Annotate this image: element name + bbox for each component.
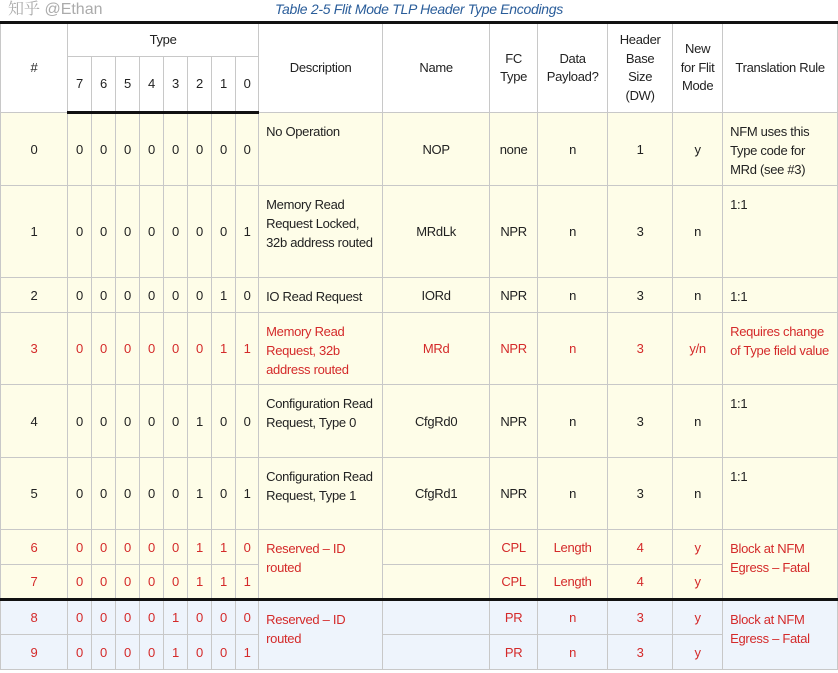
fc-type-cell: none bbox=[490, 113, 538, 186]
type-bit-1: 1 bbox=[212, 313, 236, 385]
type-bit-0: 1 bbox=[236, 186, 259, 278]
type-bit-3: 1 bbox=[164, 600, 188, 635]
header-bit-2: 2 bbox=[188, 57, 212, 113]
type-bit-7: 0 bbox=[68, 113, 92, 186]
type-bit-4: 0 bbox=[140, 565, 164, 600]
type-bit-6: 0 bbox=[92, 600, 116, 635]
type-bit-5: 0 bbox=[116, 458, 140, 530]
type-bit-1: 0 bbox=[212, 458, 236, 530]
type-bit-2: 0 bbox=[188, 600, 212, 635]
data-payload-cell: Length bbox=[538, 530, 608, 565]
type-bit-3: 0 bbox=[164, 565, 188, 600]
name-cell bbox=[383, 530, 490, 565]
fc-type-cell: NPR bbox=[490, 278, 538, 313]
row-number: 7 bbox=[1, 565, 68, 600]
table-row bbox=[1, 113, 838, 186]
table-caption: Table 2-5 Flit Mode TLP Header Type Encodings bbox=[275, 1, 563, 17]
row-number: 1 bbox=[1, 186, 68, 278]
fc-type-cell: CPL bbox=[490, 565, 538, 600]
new-for-flit-cell: n bbox=[673, 385, 723, 458]
header-fc-type: FC Type bbox=[490, 23, 538, 113]
header-size-cell: 3 bbox=[608, 385, 673, 458]
fc-type-cell: CPL bbox=[490, 530, 538, 565]
header-base-size: Header Base Size (DW) bbox=[608, 23, 673, 113]
header-size-cell: 1 bbox=[608, 113, 673, 186]
header-size-cell: 3 bbox=[608, 458, 673, 530]
tlp-header-type-table bbox=[0, 21, 838, 670]
fc-type-cell: NPR bbox=[490, 186, 538, 278]
data-payload-cell: n bbox=[538, 600, 608, 635]
type-bit-2: 0 bbox=[188, 278, 212, 313]
type-bit-0: 1 bbox=[236, 635, 259, 670]
header-bit-6: 6 bbox=[92, 57, 116, 113]
data-payload-cell: n bbox=[538, 458, 608, 530]
translation-rule-cell: 1:1 bbox=[723, 186, 838, 278]
description-cell: Reserved – ID routed bbox=[259, 530, 383, 600]
type-bit-6: 0 bbox=[92, 385, 116, 458]
description-cell: Memory Read Request Locked, 32b address routed bbox=[259, 186, 383, 278]
type-bit-2: 0 bbox=[188, 186, 212, 278]
header-name: Name bbox=[383, 23, 490, 113]
type-bit-1: 0 bbox=[212, 635, 236, 670]
translation-rule-cell: 1:1 bbox=[723, 278, 838, 313]
description-cell: Configuration Read Request, Type 1 bbox=[259, 458, 383, 530]
data-payload-cell: n bbox=[538, 635, 608, 670]
new-for-flit-cell: y/n bbox=[673, 313, 723, 385]
type-bit-3: 0 bbox=[164, 186, 188, 278]
type-bit-4: 0 bbox=[140, 385, 164, 458]
fc-type-cell: NPR bbox=[490, 458, 538, 530]
type-bit-7: 0 bbox=[68, 458, 92, 530]
new-for-flit-cell: n bbox=[673, 278, 723, 313]
header-bit-5: 5 bbox=[116, 57, 140, 113]
type-bit-3: 0 bbox=[164, 313, 188, 385]
type-bit-1: 0 bbox=[212, 186, 236, 278]
type-bit-0: 0 bbox=[236, 113, 259, 186]
name-cell: MRd bbox=[383, 313, 490, 385]
type-bit-6: 0 bbox=[92, 565, 116, 600]
name-cell: MRdLk bbox=[383, 186, 490, 278]
fc-type-cell: PR bbox=[490, 600, 538, 635]
type-bit-6: 0 bbox=[92, 278, 116, 313]
table-row bbox=[1, 278, 838, 313]
header-size-cell: 3 bbox=[608, 278, 673, 313]
type-bit-7: 0 bbox=[68, 186, 92, 278]
new-for-flit-cell: n bbox=[673, 186, 723, 278]
header-data-payload: Data Payload? bbox=[538, 23, 608, 113]
type-bit-2: 0 bbox=[188, 635, 212, 670]
row-number: 5 bbox=[1, 458, 68, 530]
type-bit-7: 0 bbox=[68, 600, 92, 635]
header-bit-4: 4 bbox=[140, 57, 164, 113]
name-cell: CfgRd1 bbox=[383, 458, 490, 530]
table-row bbox=[1, 186, 838, 278]
type-bit-1: 0 bbox=[212, 113, 236, 186]
type-bit-5: 0 bbox=[116, 530, 140, 565]
type-bit-7: 0 bbox=[68, 635, 92, 670]
data-payload-cell: n bbox=[538, 186, 608, 278]
type-bit-3: 1 bbox=[164, 635, 188, 670]
data-payload-cell: n bbox=[538, 278, 608, 313]
description-cell: Configuration Read Request, Type 0 bbox=[259, 385, 383, 458]
type-bit-6: 0 bbox=[92, 113, 116, 186]
description-cell: No Operation bbox=[259, 113, 383, 186]
type-bit-4: 0 bbox=[140, 458, 164, 530]
type-bit-7: 0 bbox=[68, 565, 92, 600]
type-bit-3: 0 bbox=[164, 113, 188, 186]
type-bit-4: 0 bbox=[140, 278, 164, 313]
type-bit-6: 0 bbox=[92, 458, 116, 530]
type-bit-5: 0 bbox=[116, 565, 140, 600]
fc-type-cell: NPR bbox=[490, 313, 538, 385]
translation-rule-cell: Block at NFM Egress – Fatal bbox=[723, 530, 838, 600]
type-bit-0: 1 bbox=[236, 458, 259, 530]
type-bit-4: 0 bbox=[140, 600, 164, 635]
fc-type-cell: NPR bbox=[490, 385, 538, 458]
type-bit-4: 0 bbox=[140, 313, 164, 385]
row-number: 6 bbox=[1, 530, 68, 565]
name-cell bbox=[383, 565, 490, 600]
type-bit-3: 0 bbox=[164, 530, 188, 565]
header-bit-7: 7 bbox=[68, 57, 92, 113]
header-type: Type bbox=[68, 23, 259, 57]
row-number: 8 bbox=[1, 600, 68, 635]
table-row bbox=[1, 385, 838, 458]
table-row bbox=[1, 600, 838, 635]
type-bit-1: 1 bbox=[212, 565, 236, 600]
type-bit-6: 0 bbox=[92, 530, 116, 565]
type-bit-7: 0 bbox=[68, 530, 92, 565]
type-bit-0: 0 bbox=[236, 530, 259, 565]
type-bit-4: 0 bbox=[140, 113, 164, 186]
new-for-flit-cell: n bbox=[673, 458, 723, 530]
type-bit-5: 0 bbox=[116, 186, 140, 278]
description-cell: Memory Read Request, 32b address routed bbox=[259, 313, 383, 385]
name-cell bbox=[383, 600, 490, 635]
type-bit-3: 0 bbox=[164, 385, 188, 458]
name-cell bbox=[383, 635, 490, 670]
data-payload-cell: n bbox=[538, 385, 608, 458]
translation-rule-cell: Block at NFM Egress – Fatal bbox=[723, 600, 838, 670]
data-payload-cell: Length bbox=[538, 565, 608, 600]
type-bit-0: 1 bbox=[236, 565, 259, 600]
data-payload-cell: n bbox=[538, 113, 608, 186]
type-bit-3: 0 bbox=[164, 458, 188, 530]
type-bit-5: 0 bbox=[116, 313, 140, 385]
type-bit-2: 1 bbox=[188, 385, 212, 458]
header-bit-1: 1 bbox=[212, 57, 236, 113]
type-bit-4: 0 bbox=[140, 530, 164, 565]
type-bit-7: 0 bbox=[68, 385, 92, 458]
type-bit-5: 0 bbox=[116, 385, 140, 458]
type-bit-1: 1 bbox=[212, 278, 236, 313]
row-number: 3 bbox=[1, 313, 68, 385]
type-bit-5: 0 bbox=[116, 278, 140, 313]
type-bit-1: 1 bbox=[212, 530, 236, 565]
type-bit-7: 0 bbox=[68, 313, 92, 385]
description-cell: IO Read Request bbox=[259, 278, 383, 313]
type-bit-2: 0 bbox=[188, 313, 212, 385]
header-size-cell: 3 bbox=[608, 600, 673, 635]
type-bit-5: 0 bbox=[116, 113, 140, 186]
type-bit-7: 0 bbox=[68, 278, 92, 313]
translation-rule-cell: NFM uses this Type code for MRd (see #3) bbox=[723, 113, 838, 186]
header-size-cell: 4 bbox=[608, 530, 673, 565]
watermark: 知乎 @Ethan bbox=[8, 1, 103, 18]
header-bit-0: 0 bbox=[236, 57, 259, 113]
new-for-flit-cell: y bbox=[673, 565, 723, 600]
type-bit-6: 0 bbox=[92, 635, 116, 670]
table-row bbox=[1, 530, 838, 565]
header-size-cell: 3 bbox=[608, 635, 673, 670]
new-for-flit-cell: y bbox=[673, 600, 723, 635]
type-bit-1: 0 bbox=[212, 385, 236, 458]
name-cell: NOP bbox=[383, 113, 490, 186]
header-size-cell: 3 bbox=[608, 186, 673, 278]
header-description: Description bbox=[259, 23, 383, 113]
translation-rule-cell: 1:1 bbox=[723, 458, 838, 530]
type-bit-0: 1 bbox=[236, 313, 259, 385]
type-bit-0: 0 bbox=[236, 385, 259, 458]
new-for-flit-cell: y bbox=[673, 113, 723, 186]
type-bit-2: 0 bbox=[188, 113, 212, 186]
fc-type-cell: PR bbox=[490, 635, 538, 670]
table-row bbox=[1, 458, 838, 530]
new-for-flit-cell: y bbox=[673, 635, 723, 670]
translation-rule-cell: Requires change of Type field value bbox=[723, 313, 838, 385]
type-bit-6: 0 bbox=[92, 313, 116, 385]
type-bit-0: 0 bbox=[236, 600, 259, 635]
header-size-cell: 3 bbox=[608, 313, 673, 385]
header-size-cell: 4 bbox=[608, 565, 673, 600]
type-bit-1: 0 bbox=[212, 600, 236, 635]
type-bit-4: 0 bbox=[140, 635, 164, 670]
header-new-for-flit: New for Flit Mode bbox=[673, 23, 723, 113]
description-cell: Reserved – ID routed bbox=[259, 600, 383, 670]
table-row bbox=[1, 635, 838, 670]
header-num: # bbox=[1, 23, 68, 113]
header-translation-rule: Translation Rule bbox=[723, 23, 838, 113]
type-bit-3: 0 bbox=[164, 278, 188, 313]
data-payload-cell: n bbox=[538, 313, 608, 385]
table-row bbox=[1, 313, 838, 385]
type-bit-0: 0 bbox=[236, 278, 259, 313]
type-bit-2: 1 bbox=[188, 458, 212, 530]
type-bit-2: 1 bbox=[188, 565, 212, 600]
header-bit-3: 3 bbox=[164, 57, 188, 113]
translation-rule-cell: 1:1 bbox=[723, 385, 838, 458]
name-cell: CfgRd0 bbox=[383, 385, 490, 458]
type-bit-5: 0 bbox=[116, 600, 140, 635]
row-number: 9 bbox=[1, 635, 68, 670]
type-bit-2: 1 bbox=[188, 530, 212, 565]
type-bit-5: 0 bbox=[116, 635, 140, 670]
row-number: 2 bbox=[1, 278, 68, 313]
row-number: 4 bbox=[1, 385, 68, 458]
name-cell: IORd bbox=[383, 278, 490, 313]
row-number: 0 bbox=[1, 113, 68, 186]
new-for-flit-cell: y bbox=[673, 530, 723, 565]
type-bit-4: 0 bbox=[140, 186, 164, 278]
table-row bbox=[1, 565, 838, 600]
type-bit-6: 0 bbox=[92, 186, 116, 278]
